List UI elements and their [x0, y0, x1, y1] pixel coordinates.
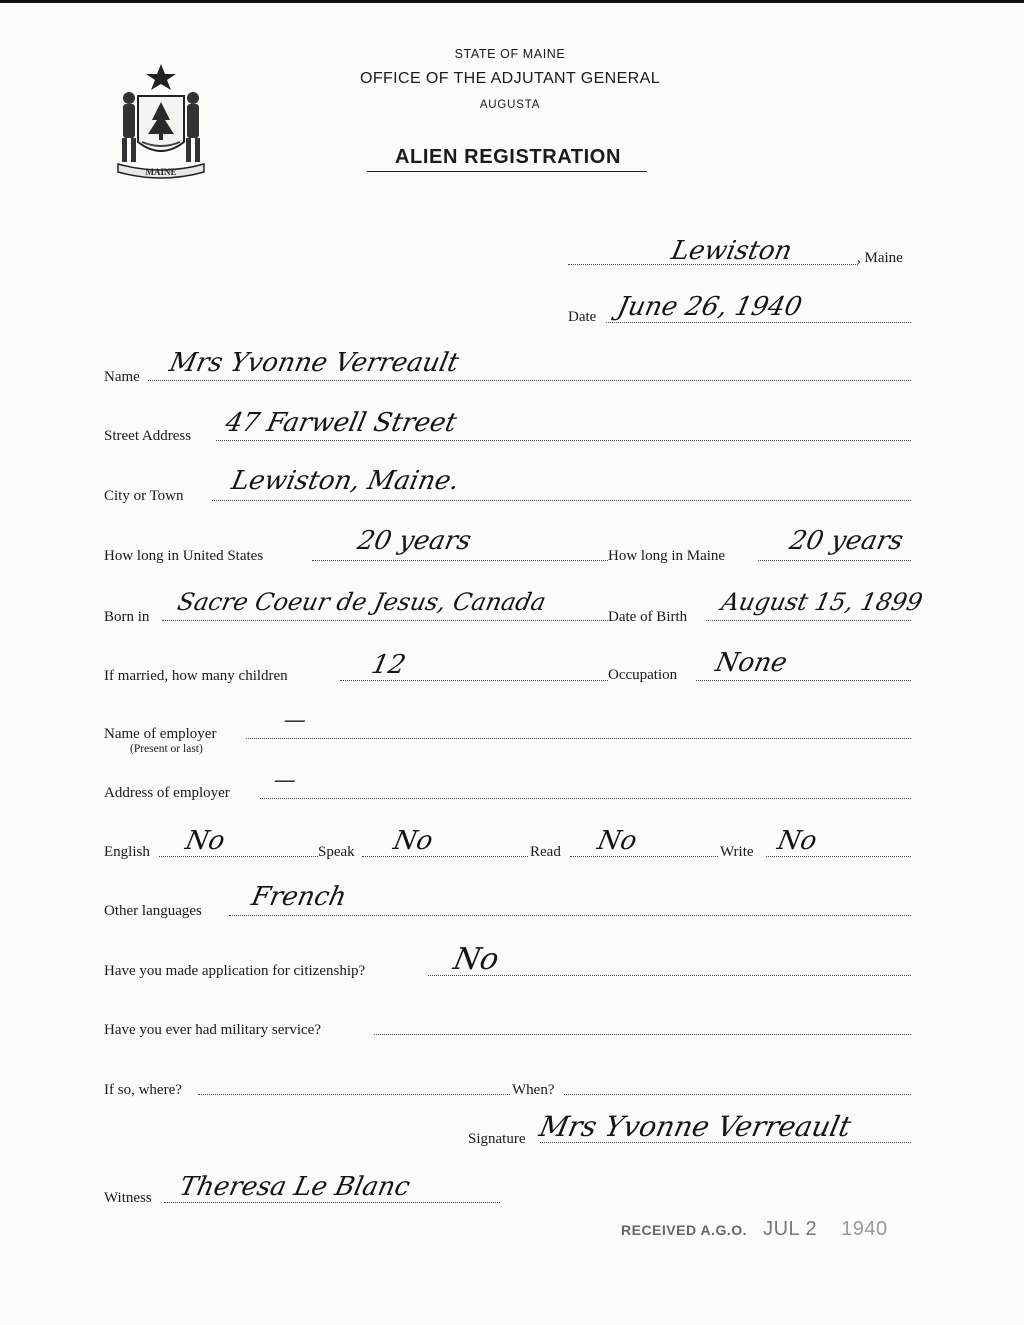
other-languages-line	[229, 915, 911, 916]
citizenship-value: No	[450, 942, 503, 977]
witness-value: Theresa Le Blanc	[176, 1172, 413, 1202]
name-label: Name	[104, 369, 140, 385]
name-line	[148, 380, 911, 381]
employer-value: —	[281, 708, 309, 733]
employer-address-line	[260, 798, 911, 799]
write-line	[766, 856, 911, 857]
dob-line	[706, 620, 911, 621]
street-value: 47 Farwell Street	[222, 408, 460, 438]
employer-line	[246, 738, 911, 739]
place-value: Lewiston	[668, 236, 795, 266]
name-value: Mrs Yvonne Verreault	[166, 348, 462, 378]
occupation-value: None	[712, 648, 790, 678]
received-stamp-text: RECEIVED A.G.O.	[621, 1222, 748, 1238]
read-value: No	[594, 826, 640, 856]
children-label: If married, how many children	[104, 668, 288, 684]
street-label: Street Address	[104, 428, 192, 444]
english-value: No	[182, 826, 228, 856]
state-heading: STATE OF MAINE	[454, 47, 566, 61]
when-line	[564, 1094, 911, 1095]
english-label: English	[104, 844, 150, 860]
birthplace-label: Born in	[104, 609, 150, 625]
received-stamp-date: JUL 2	[763, 1218, 818, 1240]
occupation-label: Occupation	[608, 667, 678, 683]
seal-lettering: MAINE	[145, 167, 177, 177]
other-languages-label: Other languages	[104, 903, 202, 919]
employer-address-label: Address of employer	[104, 785, 230, 801]
occupation-line	[696, 680, 911, 681]
english-line	[159, 856, 318, 857]
citizenship-line	[428, 975, 911, 976]
children-line	[340, 680, 608, 681]
maine-duration-value: 20 years	[786, 526, 906, 556]
signature-label: Signature	[468, 1131, 526, 1147]
top-border	[0, 0, 1024, 3]
form-title: ALIEN REGISTRATION	[395, 146, 621, 168]
maine-duration-label: How long in Maine	[608, 548, 726, 564]
witness-line	[164, 1202, 500, 1203]
date-line	[606, 322, 911, 323]
city-heading: AUGUSTA	[479, 99, 541, 111]
birthplace-value: Sacre Coeur de Jesus, Canada	[175, 588, 549, 616]
speak-value: No	[390, 826, 436, 856]
military-line	[374, 1034, 911, 1035]
when-label: When?	[512, 1082, 555, 1098]
children-value: 12	[368, 650, 409, 680]
where-label: If so, where?	[104, 1082, 182, 1098]
read-label: Read	[530, 844, 561, 860]
city-line	[212, 500, 911, 501]
dob-value: August 15, 1899	[719, 588, 926, 616]
us-duration-line	[312, 560, 608, 561]
title-underline	[367, 171, 647, 172]
employer-sublabel: (Present or last)	[130, 743, 203, 755]
write-label: Write	[720, 844, 754, 860]
office-heading: OFFICE OF THE ADJUTANT GENERAL	[359, 70, 661, 87]
received-stamp-year: 1940	[841, 1218, 888, 1240]
date-value: June 26, 1940	[614, 292, 805, 322]
street-line	[216, 440, 911, 441]
read-line	[570, 856, 718, 857]
military-label: Have you ever had military service?	[104, 1022, 321, 1038]
date-label: Date	[568, 309, 597, 325]
where-line	[198, 1094, 510, 1095]
signature-value: Mrs Yvonne Verreault	[536, 1110, 855, 1143]
speak-label: Speak	[318, 844, 355, 860]
city-value: Lewiston, Maine.	[228, 466, 462, 496]
speak-line	[362, 856, 528, 857]
us-duration-value: 20 years	[354, 526, 474, 556]
us-duration-label: How long in United States	[104, 548, 264, 564]
city-label: City or Town	[104, 488, 184, 504]
witness-label: Witness	[104, 1190, 152, 1206]
maine-duration-line	[758, 560, 911, 561]
received-stamp	[621, 1218, 888, 1241]
maine-state-seal	[108, 60, 214, 184]
citizenship-label: Have you made application for citizenship?	[104, 963, 366, 979]
employer-label: Name of employer	[104, 726, 217, 742]
dob-label: Date of Birth	[608, 609, 688, 625]
birthplace-line	[162, 620, 608, 621]
place-suffix: , Maine	[857, 250, 903, 266]
write-value: No	[774, 826, 820, 856]
other-languages-value: French	[248, 882, 350, 912]
employer-address-value: —	[271, 768, 299, 793]
